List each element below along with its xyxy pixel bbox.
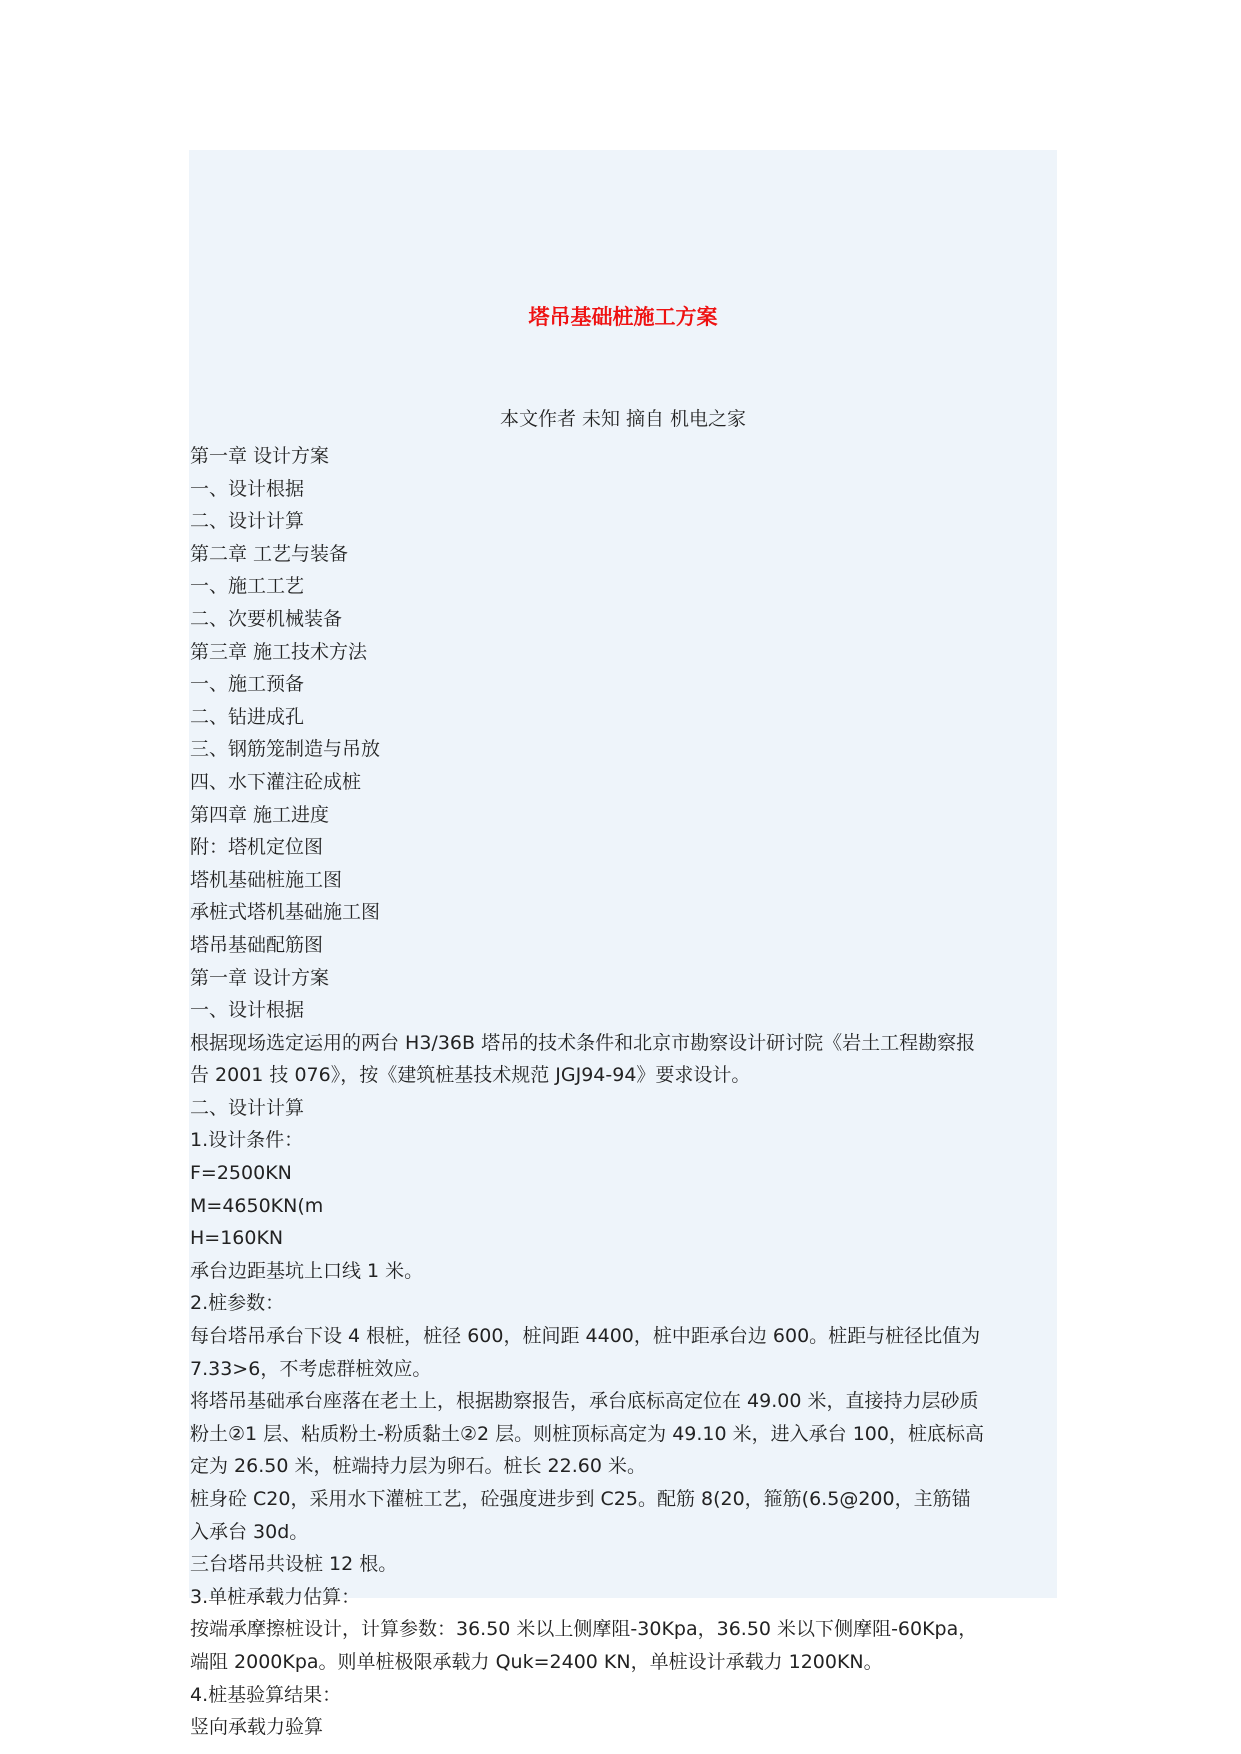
paragraph-line: 端阻 2000Kpa。则单桩极限承载力 Quk=2400 KN，单桩设计承载力 1200KN。 [190, 1650, 883, 1673]
subsection-heading: 二、设计计算 [190, 1096, 305, 1119]
subsection-heading: 一、设计根据 [190, 999, 305, 1022]
toc-chapter-4: 第四章 施工进度 [190, 803, 330, 826]
toc-chapter-1: 第一章 设计方案 [190, 445, 330, 467]
toc-item: 二、设计计算 [190, 510, 305, 533]
item-heading: 2.桩参数： [190, 1292, 285, 1315]
toc-chapter-3: 第三章 施工技术方法 [190, 640, 368, 663]
paragraph-line: 定为 26.50 米，桩端持力层为卵石。桩长 22.60 米。 [190, 1455, 646, 1478]
formula-line: M=4650KN(m [190, 1194, 324, 1217]
paragraph-line: 告 2001 技 076》，按《建筑桩基技术规范 JGJ94-94》要求设计。 [190, 1064, 751, 1087]
paragraph-line: 桩身砼 C20，采用水下灌桩工艺，砼强度进步到 C25。配筋 8(20，箍筋(6.5@200，主筋锚 [190, 1488, 971, 1510]
toc-item: 二、次要机械装备 [190, 607, 343, 630]
formula-line: H=160KN [190, 1227, 284, 1250]
item-heading: 1.设计条件： [190, 1129, 304, 1152]
toc-item: 一、设计根据 [190, 477, 305, 500]
toc-item: 四、水下灌注砼成桩 [190, 770, 362, 793]
toc-item: 一、施工工艺 [190, 575, 305, 598]
document-panel [189, 150, 1057, 1739]
toc-appendix-item: 承桩式塔机基础施工图 [190, 901, 381, 924]
toc-appendix-item: 塔机基础桩施工图 [190, 868, 343, 891]
document-body [189, 440, 1057, 1744]
toc-chapter-2: 第二章 工艺与装备 [190, 542, 349, 565]
item-heading: 3.单桩承载力估算： [190, 1585, 361, 1608]
paragraph-line: 7.33>6，不考虑群桩效应。 [190, 1357, 432, 1380]
formula-line: F=2500KN [190, 1162, 292, 1185]
toc-item: 三、钢筋笼制造与吊放 [190, 738, 381, 761]
item-heading: 4.桩基验算结果： [190, 1683, 342, 1706]
paragraph-line: 承台边距基坑上口线 1 米。 [190, 1259, 424, 1282]
paragraph-line: 三台塔吊共设桩 12 根。 [190, 1553, 398, 1576]
paragraph-line: 将塔吊基础承台座落在老土上，根据勘察报告，承台底标高定位在 49.00 米，直接持力层砂质 [190, 1390, 979, 1413]
paragraph-line: 按端承摩擦桩设计，计算参数：36.50 米以上侧摩阻-30Kpa，36.50 米以下侧摩阻-60Kpa， [190, 1618, 978, 1641]
paragraph-line: 每台塔吊承台下设 4 根桩，桩径 600，桩间距 4400，桩中距承台边 600。桩距与桩径比值为 [190, 1325, 981, 1348]
paragraph-line: 入承台 30d。 [190, 1520, 309, 1543]
document-title: 塔吊基础桩施工方案 [528, 305, 718, 329]
toc-item: 一、施工预备 [190, 673, 305, 696]
section-heading: 第一章 设计方案 [190, 966, 330, 989]
toc-appendix: 附：塔机定位图 [190, 836, 324, 859]
toc-appendix-item: 塔吊基础配筋图 [190, 933, 324, 956]
paragraph-line: 竖向承载力验算 [190, 1716, 324, 1739]
author-byline: 本文作者 未知 摘自 机电之家 [499, 408, 747, 430]
paragraph-line: 粉土②1 层、粘质粉土-粉质黏土②2 层。则桩顶标高定为 49.10 米，进入承台 100，桩底标高 [190, 1422, 984, 1445]
paragraph-line: 根据现场选定运用的两台 H3/36B 塔吊的技术条件和北京市勘察设计研讨院《岩土工程勘察报 [190, 1031, 976, 1054]
toc-item: 二、钻进成孔 [190, 705, 305, 728]
